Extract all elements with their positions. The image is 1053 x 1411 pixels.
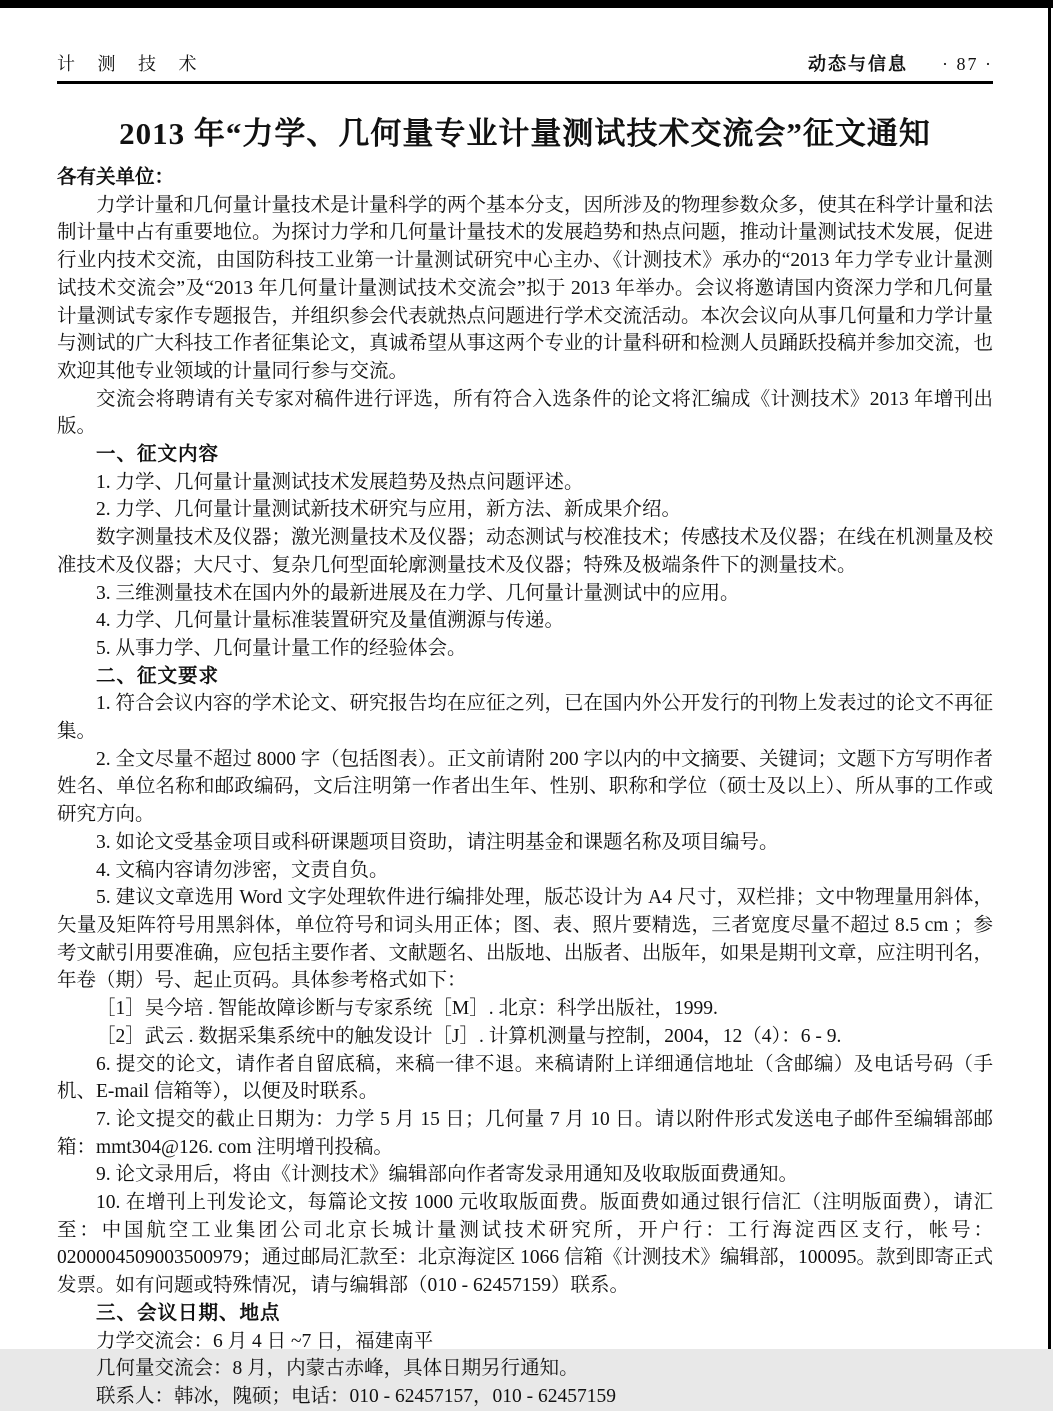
document-body — [57, 164, 993, 1411]
section-heading: 二、征文要求 — [96, 664, 220, 687]
paragraph: 3. 三维测量技术在国内外的最新进展及在力学、几何量计量测试中的应用。 — [96, 582, 740, 604]
paragraph: 9. 论文录用后，将由《计测技术》编辑部向作者寄发录用通知及收取版面费通知。 — [96, 1164, 799, 1186]
paragraph: 6. 提交的论文，请作者自留底稿，来稿一律不退。来稿请附上详细通信地址（含邮编）及电话号码（手机、E-mail 信箱等），以便及时联系。 — [57, 1053, 993, 1103]
paragraph: ［2］武云 . 数据采集系统中的触发设计［J］. 计算机测量与控制，2004，12（4）：6 - 9. — [96, 1025, 842, 1047]
paragraph: 1. 力学、几何量计量测试技术发展趋势及热点问题评述。 — [96, 471, 584, 493]
paragraph: 4. 文稿内容请勿涉密，文责自负。 — [96, 859, 389, 881]
salutation: 各有关单位： — [57, 166, 175, 188]
paragraph: 几何量交流会：8 月，内蒙古赤峰，具体日期另行通知。 — [96, 1358, 579, 1380]
document-title: 2013 年“力学、几何量专业计量测试技术交流会”征文通知 — [119, 116, 931, 151]
header-rule — [57, 81, 993, 84]
paragraph: 数字测量技术及仪器；激光测量技术及仪器；动态测试与校准技术；传感技术及仪器；在线在机测量及校准技术及仪器；大尺寸、复杂几何型面轮廓测量技术及仪器；特殊及极端条件下的测量技术。 — [57, 527, 994, 576]
paragraph: 力学计量和几何量计量技术是计量科学的两个基本分支，因所涉及的物理参数众多，使其在科学计量和法制计量中占有重要地位。为探讨力学和几何量计量技术的发展趋势和热点问题，推动计量测试技术发展，促进行业内技术交流，由国防科技工业第一计量测试研究中心主办、《计测技术》承办的“2013 年力学专业计量测试技术交流会”及“2013 年几何量计量测试技术交流会”拟于 2013 年举办。会议将邀请国内资深力学和几何量计量测试专家作专题报告，并组织参会代表就热点问题进行学术交流活动。本次会议向从事几何量和力学计量与测试的广大科技工作者征集论文，真诚希望从事这两个专业的计量科研和检测人员踊跃投稿并参加交流，也欢迎其他专业领域的计量同行参与交流。 — [57, 194, 994, 382]
paragraph: 2. 力学、几何量计量测试新技术研究与应用，新方法、新成果介绍。 — [96, 499, 682, 521]
paragraph: 1. 符合会议内容的学术论文、研究报告均在应征之列，已在国内外公开发行的刊物上发表过的论文不再征集。 — [57, 693, 994, 743]
header-right-group — [808, 50, 993, 76]
paragraph: 3. 如论文受基金项目或科研课题项目资助，请注明基金和课题名称及项目编号。 — [96, 831, 779, 853]
section-name: 动态与信息 — [808, 54, 908, 74]
section-heading: 一、征文内容 — [96, 443, 220, 466]
paragraph: 联系人：韩冰，隗硕；电话：010 - 62457157，010 - 62457159 — [96, 1385, 616, 1407]
paragraph: 5. 建议文章选用 Word 文字处理软件进行编排处理，版芯设计为 A4 尺寸，双栏排；文中物理量用斜体，矢量及矩阵符号用黑斜体，单位符号和词头用正体；图、表、照片要精选，三者宽度尽量不超过 8.5 cm ；参考文献引用要准确，应包括主要作者、文献题名、出版地、出版者、出版年，如果是期刊文章，应注明刊名，年卷（期）号、起止页码。具体参考格式如下： — [57, 887, 994, 992]
paragraph: 5. 从事力学、几何量计量工作的经验体会。 — [96, 637, 467, 659]
paragraph: 7. 论文提交的截止日期为：力学 5 月 15 日；几何量 7 月 10 日。请以附件形式发送电子邮件至编辑部邮箱：mmt304@126. com 注明增刊投稿。 — [57, 1108, 993, 1158]
section-heading: 三、会议日期、地点 — [96, 1301, 281, 1324]
scan-edge-top — [0, 0, 1053, 8]
scan-edge-right — [1048, 0, 1051, 1349]
page-number: · 87 · — [942, 54, 993, 74]
paragraph: 力学交流会：6 月 4 日 ~7 日，福建南平 — [96, 1330, 434, 1352]
paragraph: 交流会将聘请有关专家对稿件进行评选，所有符合入选条件的论文将汇编成《计测技术》2013 年增刊出版。 — [57, 388, 993, 438]
journal-name: 计 测 技 术 — [57, 54, 206, 74]
page-header — [57, 50, 993, 76]
paragraph: 10. 在增刊上刊发论文，每篇论文按 1000 元收取版面费。版面费如通过银行信汇（注明版面费），请汇至：中国航空工业集团公司北京长城计量测试技术研究所，开户行：工行海淀西区支行，帐号：0200004509003500979；通过邮局汇款至：北京海淀区 1066 信箱《计测技术》编辑部，100095。款到即寄正式发票。如有问题或特殊情况，请与编辑部（010 - 62457159）联系。 — [57, 1192, 994, 1297]
paragraph: 4. 力学、几何量计量标准装置研究及量值溯源与传递。 — [96, 610, 565, 632]
paragraph: ［1］吴今培 . 智能故障诊断与专家系统［M］. 北京：科学出版社，1999. — [96, 998, 718, 1020]
paragraph: 2. 全文尽量不超过 8000 字（包括图表）。正文前请附 200 字以内的中文摘要、关键词；文题下方写明作者姓名、单位名称和邮政编码，文后注明第一作者出生年、性别、职称和学位（硕士及以上）、所从事的工作或研究方向。 — [57, 748, 994, 826]
